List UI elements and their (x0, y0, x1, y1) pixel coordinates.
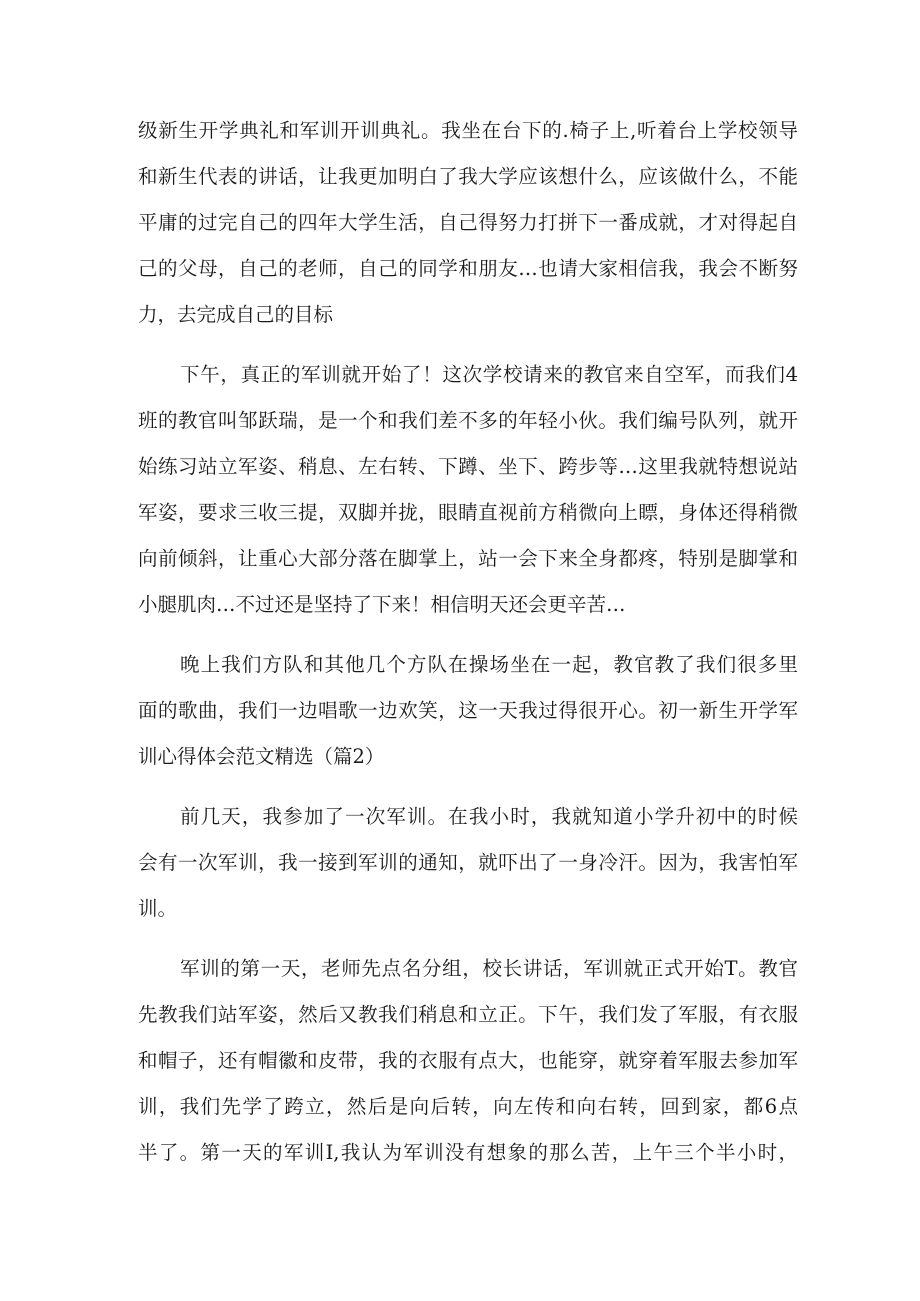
paragraph-line: 和新生代表的讲话，让我更加明白了我大学应该想什么，应该做什么，不能 (138, 165, 798, 188)
document-body (138, 108, 798, 1190)
paragraph-3 (138, 642, 798, 780)
paragraph-line: 力，去完成自己的目标 (138, 303, 334, 326)
paragraph-line: 军训的第一天，老师先点名分组，校长讲话，军训就正式开始T。教官 (180, 957, 798, 980)
paragraph-2 (138, 352, 798, 628)
paragraph-line: 训。 (138, 897, 178, 920)
paragraph-line: 向前倾斜，让重心大部分落在脚掌上，站一会下来全身都疼，特别是脚掌和 (138, 547, 798, 570)
paragraph-line: 半了。第一天的军训I,我认为军训没有想象的那么苦，上午三个半小时， (138, 1141, 798, 1164)
paragraph-line: 始练习站立军姿、稍息、左右转、下蹲、坐下、跨步等…这里我就特想说站 (138, 455, 798, 478)
paragraph-line: 小腿肌肉…不过还是坚持了下来！相信明天还会更辛苦… (138, 593, 626, 616)
paragraph-line: 平庸的过完自己的四年大学生活，自己得努力打拼下一番成就，才对得起自 (138, 211, 798, 234)
paragraph-1 (138, 108, 798, 338)
paragraph-line: 和帽子，还有帽徽和皮带，我的衣服有点大，也能穿，就穿着军服去参加军 (138, 1049, 798, 1072)
paragraph-line: 下午，真正的军训就开始了！这次学校请来的教官来自空军，而我们4 (180, 363, 798, 386)
paragraph-line: 面的歌曲，我们一边唱歌一边欢笑，这一天我过得很开心。初一新生开学军 (138, 699, 798, 722)
paragraph-4 (138, 794, 798, 932)
paragraph-line: 训，我们先学了跨立，然后是向后转，向左传和向右转，回到家，都6点 (138, 1095, 798, 1118)
paragraph-5 (138, 946, 798, 1176)
paragraph-line: 训心得体会范文精选（篇2） (138, 745, 385, 768)
paragraph-line: 己的父母，自己的老师，自己的同学和朋友…也请大家相信我，我会不断努 (138, 257, 798, 280)
paragraph-line: 晚上我们方队和其他几个方队在操场坐在一起，教官教了我们很多里 (180, 653, 798, 676)
paragraph-line: 级新生开学典礼和军训开训典礼。我坐在台下的.椅子上,听着台上学校领导 (138, 119, 798, 142)
paragraph-line: 军姿，要求三收三提，双脚并拢，眼睛直视前方稍微向上瞟，身体还得稍微 (138, 501, 798, 524)
paragraph-line: 先教我们站军姿，然后又教我们稍息和立正。下午，我们发了军服，有衣服 (138, 1003, 798, 1026)
paragraph-line: 会有一次军训，我一接到军训的通知，就吓出了一身冷汗。因为，我害怕军 (138, 851, 798, 874)
paragraph-line: 班的教官叫邹跃瑞，是一个和我们差不多的年轻小伙。我们编号队列，就开 (138, 409, 798, 432)
paragraph-line: 前几天，我参加了一次军训。在我小时，我就知道小学升初中的时候 (180, 805, 798, 828)
